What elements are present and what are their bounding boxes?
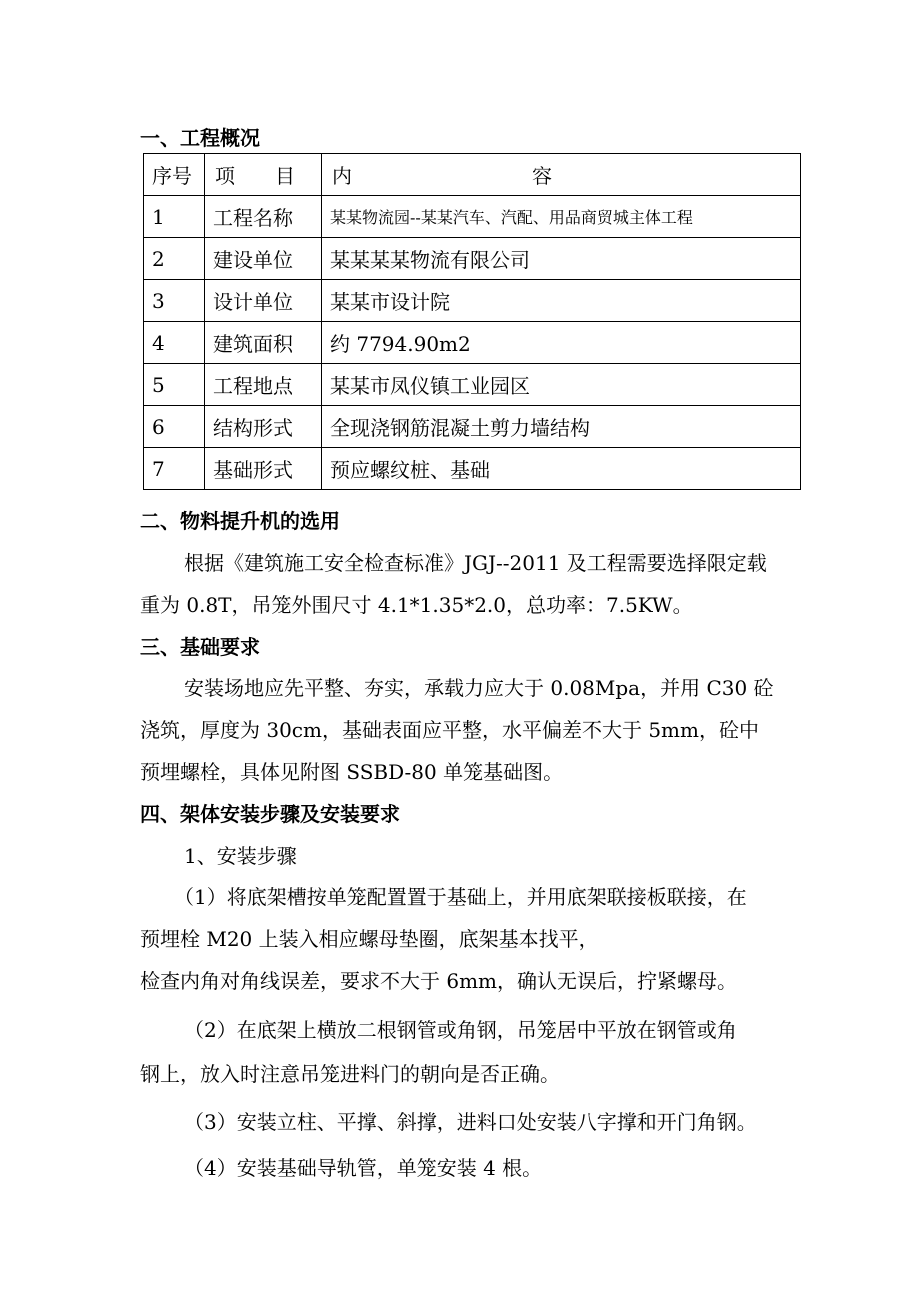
row-item: 建设单位 (205, 238, 322, 280)
row-no: 4 (144, 322, 205, 364)
table-row (144, 238, 801, 280)
section-4-subheading: 1、安装步骤 (184, 844, 297, 868)
row-item: 工程地点 (205, 364, 322, 406)
row-item: 建筑面积 (205, 322, 322, 364)
table-row (144, 406, 801, 448)
table-row (144, 280, 801, 322)
step-1-line-1: （1）将底架槽按单笼配置置于基础上，并用底架联接板联接，在 (174, 885, 747, 909)
section-4-heading: 四、架体安装步骤及安装要求 (140, 802, 400, 826)
step-2-line-1: （2）在底架上横放二根钢管或角钢，吊笼居中平放在钢管或角 (184, 1018, 737, 1042)
section-2-line-2: 重为 0.8T，吊笼外围尺寸 4.1*1.35*2.0，总功率：7.5KW。 (140, 593, 693, 617)
row-no: 3 (144, 280, 205, 322)
header-no: 序号 (144, 154, 205, 196)
row-item: 结构形式 (205, 406, 322, 448)
step-1-line-2: 预埋栓 M20 上装入相应螺母垫圈，底架基本找平， (140, 927, 599, 951)
row-content: 某某物流园--某某汽车、汽配、用品商贸城主体工程 (322, 196, 801, 238)
row-no: 6 (144, 406, 205, 448)
row-no: 2 (144, 238, 205, 280)
row-content: 约 7794.90m2 (322, 322, 801, 364)
row-no: 5 (144, 364, 205, 406)
header-item: 项 目 (205, 154, 322, 196)
section-2-heading: 二、物料提升机的选用 (140, 509, 340, 533)
row-content: 某某市设计院 (322, 280, 801, 322)
section-3-line-3: 预埋螺栓，具体见附图 SSBD-80 单笼基础图。 (140, 760, 564, 784)
section-3-line-1: 安装场地应先平整、夯实，承载力应大于 0.08Mpa，并用 C30 砼 (184, 676, 774, 700)
step-3-line: （3）安装立柱、平撑、斜撑，进料口处安装八字撑和开门角钢。 (184, 1110, 757, 1134)
row-content: 某某市凤仪镇工业园区 (322, 364, 801, 406)
table-row (144, 196, 801, 238)
row-item: 设计单位 (205, 280, 322, 322)
row-content: 预应螺纹桩、基础 (322, 448, 801, 490)
row-no: 7 (144, 448, 205, 490)
section-3-heading: 三、基础要求 (140, 635, 260, 659)
table-row (144, 364, 801, 406)
row-no: 1 (144, 196, 205, 238)
header-content-right: 容 (532, 164, 552, 188)
section-3-line-2: 浇筑，厚度为 30cm，基础表面应平整，水平偏差不大于 5mm，砼中 (140, 718, 759, 742)
row-content: 某某某某物流有限公司 (322, 238, 801, 280)
step-1-line-3: 检查内角对角线误差，要求不大于 6mm，确认无误后，拧紧螺母。 (140, 969, 738, 993)
header-content (322, 154, 801, 196)
row-content: 全现浇钢筋混凝土剪力墙结构 (322, 406, 801, 448)
table-row (144, 322, 801, 364)
row-item: 工程名称 (205, 196, 322, 238)
step-2-line-2: 钢上，放入时注意吊笼进料门的朝向是否正确。 (140, 1062, 560, 1086)
section-1-heading: 一、工程概况 (140, 126, 260, 150)
section-2-line-1: 根据《建筑施工安全检查标准》JGJ--2011 及工程需要选择限定载 (184, 551, 767, 575)
project-overview-table (143, 153, 801, 490)
row-item: 基础形式 (205, 448, 322, 490)
header-content-left: 内 (332, 164, 352, 188)
table-row (144, 448, 801, 490)
step-4-line: （4）安装基础导轨管，单笼安装 4 根。 (184, 1156, 543, 1180)
table-header-row (144, 154, 801, 196)
